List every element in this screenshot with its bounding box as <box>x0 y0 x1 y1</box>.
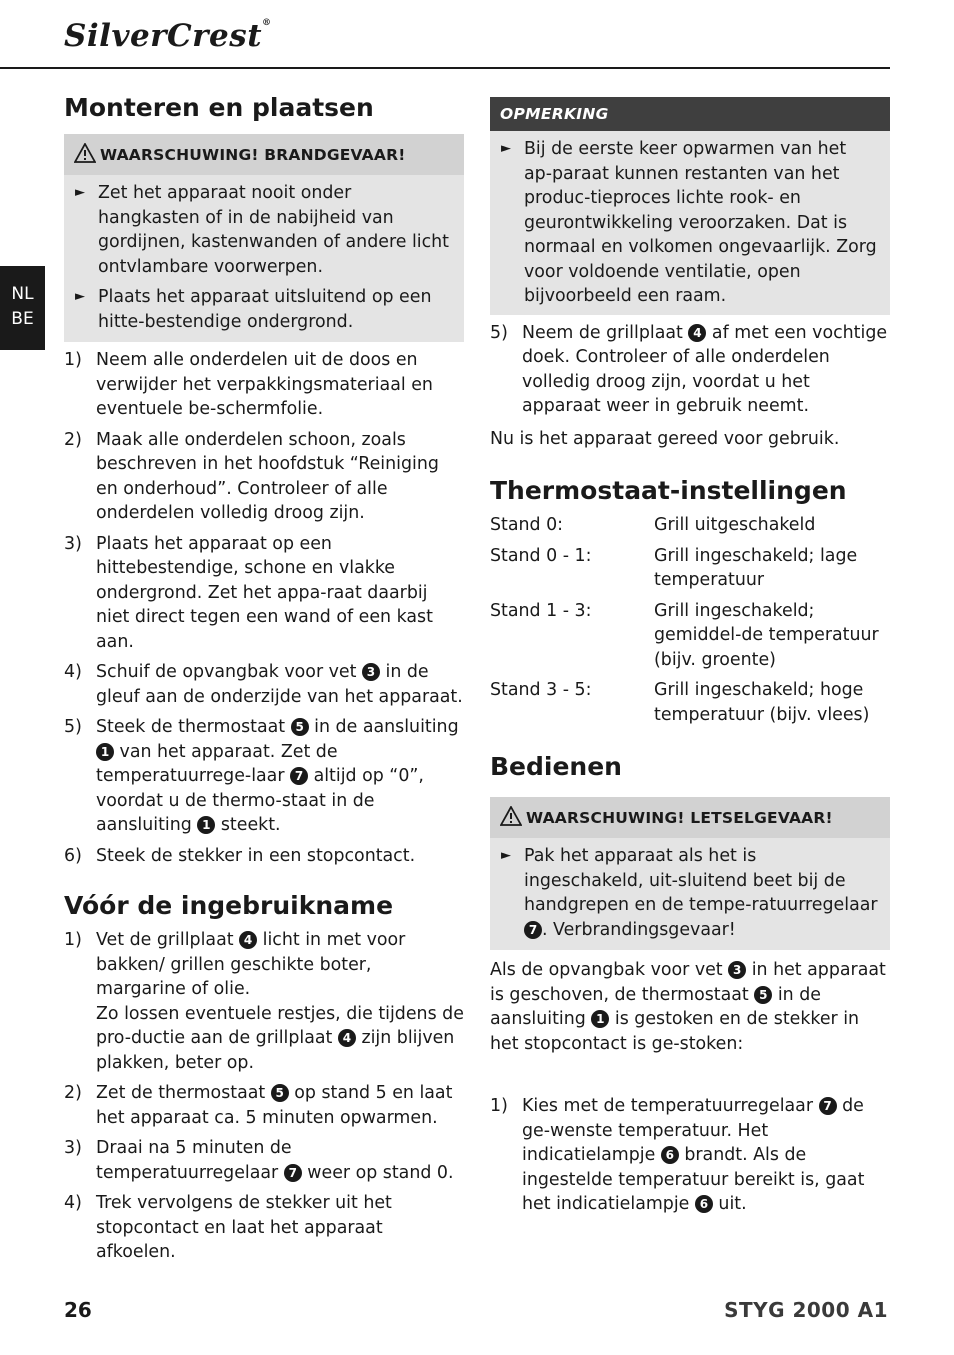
warning-bullet: ► Pak het apparaat als het is ingeschakeld, uit-sluitend beet bij de handgrepen en de tempe-ratuurregelaar 7 . Verbrandingsgevaar! <box>501 846 878 940</box>
part-number-badge: 5 <box>271 1084 289 1102</box>
step-item: 4) Trek vervolgens de stekker uit het stopcontact en laat het apparaat afkoelen. <box>64 1193 392 1262</box>
section-title-monteren: Monteren en plaatsen <box>64 93 374 122</box>
note-bullet: ► Bij de eerste keer opwarmen van het ap-paraat kunnen restanten van het produc-tieproces lichte rook- en geurontwikkeling veroorzaken. Dat is normaal en volkomen ongevaarlijk. Zorg voor voldoende ventilatie, open bijvoorbeeld een raam. <box>501 139 877 306</box>
step-item: 6) Steek de stekker in een stopcontact. <box>64 845 416 866</box>
part-number-badge: 1 <box>96 743 114 761</box>
arrow-bullet-icon: ► <box>501 848 511 863</box>
page-number: 26 <box>64 1298 92 1322</box>
warning-triangle-icon <box>74 143 96 163</box>
step-item: 4) Schuif de opvangbak voor vet 3 in de gleuf aan de onderzijde van het apparaat. <box>64 662 463 707</box>
section-title-thermostaat: Thermostaat-instellingen <box>490 476 847 505</box>
lang-nl: NL <box>11 284 34 304</box>
operating-intro: Als de opvangbak voor vet 3 in het apparaat is geschoven, de thermostaat 5 in de aansluiting 1 is gestoken en de stekker in het stopcontact is ge-stoken: <box>490 960 886 1054</box>
part-number-badge: 5 <box>291 718 309 736</box>
step-item: 3) Plaats het apparaat op een hittebestendige, schone en vlakke ondergrond. Zet het appa-raat daarbij niet direct tegen een wand of een kast aan. <box>64 533 433 652</box>
part-number-badge: 4 <box>239 931 257 949</box>
left-column <box>64 92 464 1265</box>
arrow-bullet-icon: ► <box>501 141 511 156</box>
arrow-bullet-icon: ► <box>75 185 85 200</box>
section-title-bedienen: Bedienen <box>490 752 622 781</box>
part-number-badge: 3 <box>728 961 746 979</box>
part-number-badge: 7 <box>524 921 542 939</box>
step-item: 2) Zet de thermostaat 5 op stand 5 en laat het apparaat ca. 5 minuten opwarmen. <box>64 1083 453 1128</box>
step-item: 1) Neem alle onderdelen uit de doos en verwijder het verpakkingsmateriaal en eventuele be-schermfolie. <box>64 350 433 419</box>
step-item: 5) Neem de grillplaat 4 af met een vochtige doek. Controleer of alle onderdelen volledig droog zijn, voordat u het apparaat weer in gebruik neemt. <box>490 322 888 416</box>
step-item: 3) Draai na 5 minuten de temperatuurregelaar 7 weer op stand 0. <box>64 1138 454 1183</box>
step-item: 5) Steek de thermostaat 5 in de aansluiting 1 van het apparaat. Zet de temperatuurrege-laar 7 altijd op “0”, voordat u de thermo-staat in de aansluiting 1 steekt. <box>64 717 459 835</box>
language-tab <box>0 266 45 350</box>
part-number-badge: 6 <box>661 1146 679 1164</box>
model-number: STYG 2000 A1 <box>724 1298 888 1322</box>
lang-be: BE <box>11 309 34 329</box>
step-item: 1) Kies met de temperatuurregelaar 7 de ge-wenste temperatuur. Het indicatielampje 6 brandt. Als de ingestelde temperatuur bereikt is, gaat het indicatielampje 6 uit. <box>490 1096 865 1214</box>
part-number-badge: 7 <box>284 1164 302 1182</box>
step-item: 1) Vet de grillplaat 4 licht in met voor bakken/ grillen geschikte boter, margarine of olie. Zo lossen eventuele restjes, die tijdens de pro-ductie aan de grillplaat 4 zijn blijven plakken, beter op. <box>64 930 464 1073</box>
part-number-badge: 7 <box>819 1097 837 1115</box>
warning-bullet: ► Zet het apparaat nooit onder hangkasten of in de nabijheid van gordijnen, kastenwanden of andere licht ontvlambare voorwerpen. <box>75 183 450 277</box>
part-number-badge: 1 <box>591 1010 609 1028</box>
part-number-badge: 5 <box>754 986 772 1004</box>
right-column <box>490 97 890 1217</box>
injury-warning-box <box>490 797 890 950</box>
step-item: 2) Maak alle onderdelen schoon, zoals beschreven in het hoofdstuk “Reiniging en onderhoud”. Controleer of alle onderdelen volledig droog zijn. <box>64 429 439 523</box>
note-heading: OPMERKING <box>490 97 890 131</box>
ready-text: Nu is het apparaat gereed voor gebruik. <box>490 428 840 449</box>
part-number-badge: 7 <box>290 767 308 785</box>
warning-bullet: ► Plaats het apparaat uitsluitend op een hitte-bestendige ondergrond. <box>75 287 432 332</box>
fire-warning-box <box>64 134 464 342</box>
warning-heading: WAARSCHUWING! LETSELGEVAAR! <box>490 797 890 838</box>
header-rule <box>0 67 890 69</box>
warning-heading: WAARSCHUWING! BRANDGEVAAR! <box>64 134 464 175</box>
part-number-badge: 4 <box>688 324 706 342</box>
thermostat-setting-row: Stand 0: Grill uitgeschakeld <box>490 515 816 535</box>
arrow-bullet-icon: ► <box>75 289 85 304</box>
part-number-badge: 4 <box>338 1029 356 1047</box>
warning-triangle-icon <box>500 806 522 826</box>
section-title-ingebruikname: Vóór de ingebruikname <box>64 891 394 920</box>
part-number-badge: 1 <box>197 816 215 834</box>
thermostat-setting-row: Stand 0 - 1: Grill ingeschakeld; lage temperatuur <box>490 545 858 590</box>
part-number-badge: 6 <box>695 1195 713 1213</box>
note-box <box>490 97 890 315</box>
brand-logo: SilverCrest® <box>64 18 272 54</box>
part-number-badge: 3 <box>362 663 380 681</box>
thermostat-setting-row: Stand 1 - 3: Grill ingeschakeld; gemiddel-de temperatuur (bijv. groente) <box>490 600 879 670</box>
thermostat-setting-row: Stand 3 - 5: Grill ingeschakeld; hoge temperatuur (bijv. vlees) <box>490 680 870 725</box>
